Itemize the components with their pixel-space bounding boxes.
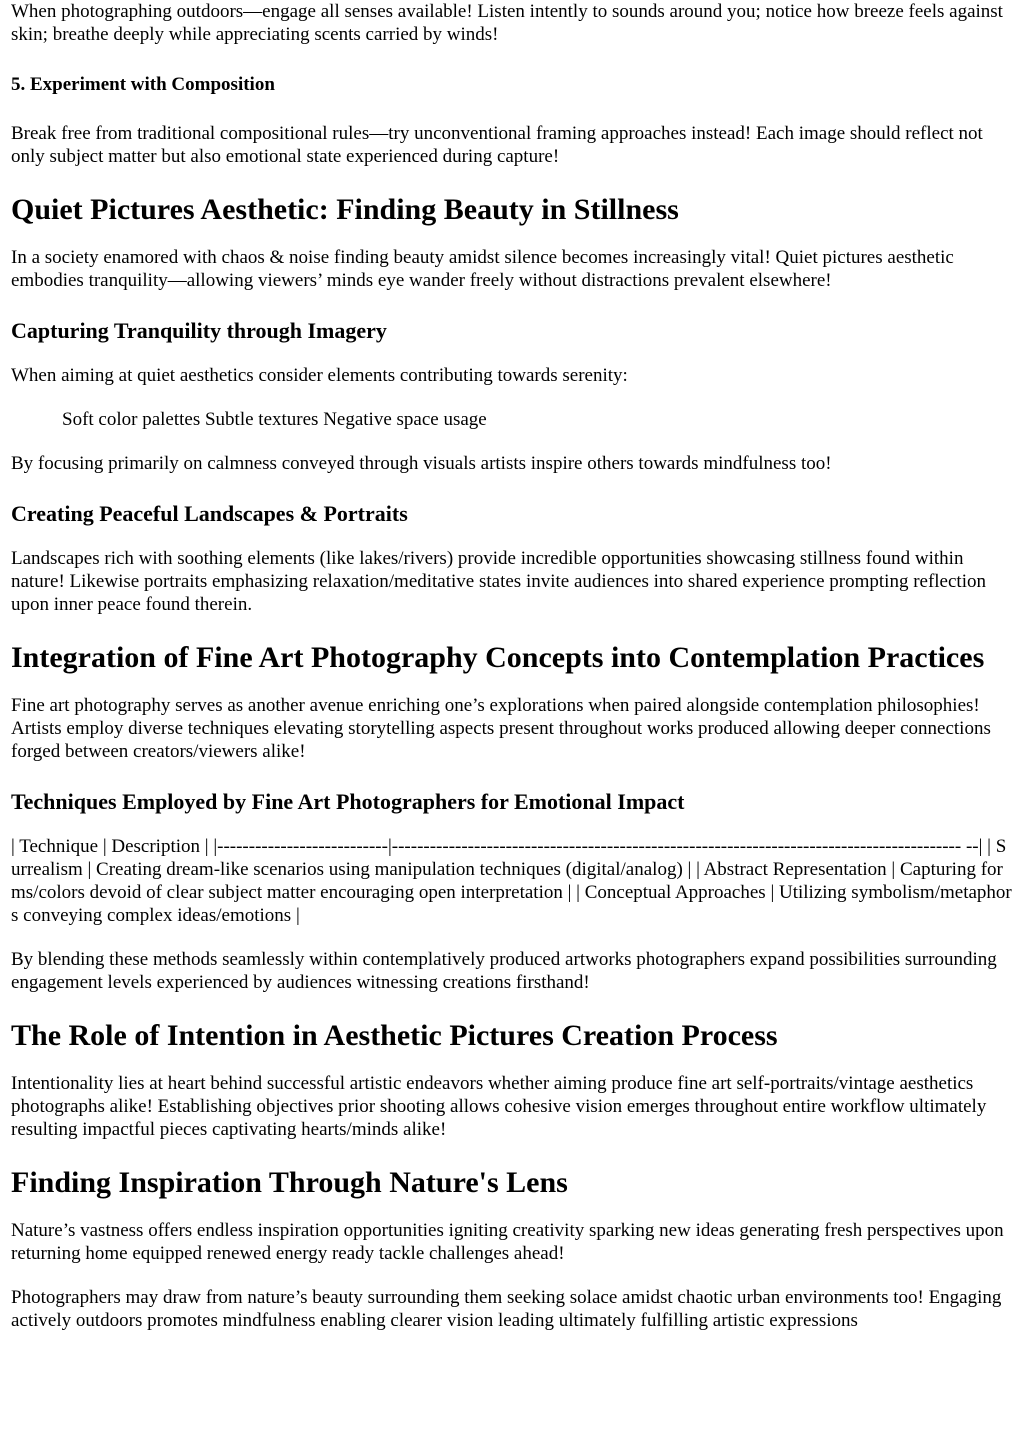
heading-integration-fine-art: Integration of Fine Art Photography Concepts into Contemplation Practices: [11, 641, 985, 674]
heading-quiet-pictures: Quiet Pictures Aesthetic: Finding Beauty in Stillness: [11, 193, 679, 226]
heading-techniques: Techniques Employed by Fine Art Photographers for Emotional Impact: [11, 789, 685, 814]
heading-experiment-composition: 5. Experiment with Composition: [11, 74, 275, 95]
paragraph-intentionality: Intentionality lies at heart behind successful artistic endeavors whether aiming produce fine art self-portraits/vintage aesthetics photographs alike! Establishing objectives prior shooting allows cohesive vision emerges throughout entire workflow ultimately resulting impactful pieces captivating hearts/minds alike!: [11, 1073, 987, 1140]
paragraph-nature-vastness: Nature’s vastness offers endless inspiration opportunities igniting creativity sparking new ideas generating fresh perspectives upon returning home equipped renewed energy ready tackle challenges ahead!: [11, 1220, 1004, 1264]
paragraph-nature-beauty: Photographers may draw from nature’s beauty surrounding them seeking solace amidst chaotic urban environments too! Engaging actively outdoors promotes mindfulness enabling clearer vision leading ultimately fulfilling artistic expressions: [11, 1287, 1002, 1331]
heading-role-of-intention: The Role of Intention in Aesthetic Pictures Creation Process: [11, 1019, 778, 1052]
heading-peaceful-landscapes: Creating Peaceful Landscapes & Portraits: [11, 501, 408, 526]
paragraph-blending-methods: By blending these methods seamlessly within contemplatively produced artworks photographers expand possibilities surrounding engagement levels experienced by audiences witnessing creations firsthand!: [11, 949, 997, 993]
heading-capturing-tranquility: Capturing Tranquility through Imagery: [11, 318, 387, 343]
paragraph-outdoor-senses: When photographing outdoors—engage all senses available! Listen intently to sounds around you; notice how breeze feels against skin; breathe deeply while appreciating scents carried by winds!: [11, 1, 1003, 45]
paragraph-composition: Break free from traditional compositional rules—try unconventional framing approaches instead! Each image should reflect not only subject matter but also emotional state experienced during capture!: [11, 123, 983, 167]
paragraph-calmness: By focusing primarily on calmness conveyed through visuals artists inspire others towards mindfulness too!: [11, 453, 832, 474]
paragraph-quiet-intro: In a society enamored with chaos & noise finding beauty amidst silence becomes increasingly vital! Quiet pictures aesthetic embodies tranquility—allowing viewers’ minds eye wander freely without distractions prevalent elsewhere!: [11, 247, 954, 291]
paragraph-landscapes: Landscapes rich with soothing elements (like lakes/rivers) provide incredible opportunities showcasing stillness found within nature! Likewise portraits emphasizing relaxation/meditative states invite audiences into shared experience prompting reflection upon inner peace found therein.: [11, 548, 986, 615]
elements-list: Soft color palettes Subtle textures Negative space usage: [62, 409, 487, 430]
heading-nature-lens: Finding Inspiration Through Nature's Lens: [11, 1166, 568, 1199]
paragraph-quiet-elements: When aiming at quiet aesthetics consider elements contributing towards serenity:: [11, 365, 628, 386]
techniques-table-text: | Technique | Description | |---------------------------|------------------------------------------------------------------------------------------ --| | Surrealism | Creating dream-like scenarios using manipulation techniques (digital/analog) | | Abstract Representation | Capturing forms/colors devoid of clear subject matter encouraging open interpretation | | Conceptual Approaches | Utilizing symbolism/metaphors conveying complex ideas/emotions |: [11, 836, 1012, 926]
paragraph-fine-art: Fine art photography serves as another avenue enriching one’s explorations when paired alongside contemplation philosophies! Artists employ diverse techniques elevating storytelling aspects present throughout works produced allowing deeper connections forged between creators/viewers alike!: [11, 695, 991, 762]
